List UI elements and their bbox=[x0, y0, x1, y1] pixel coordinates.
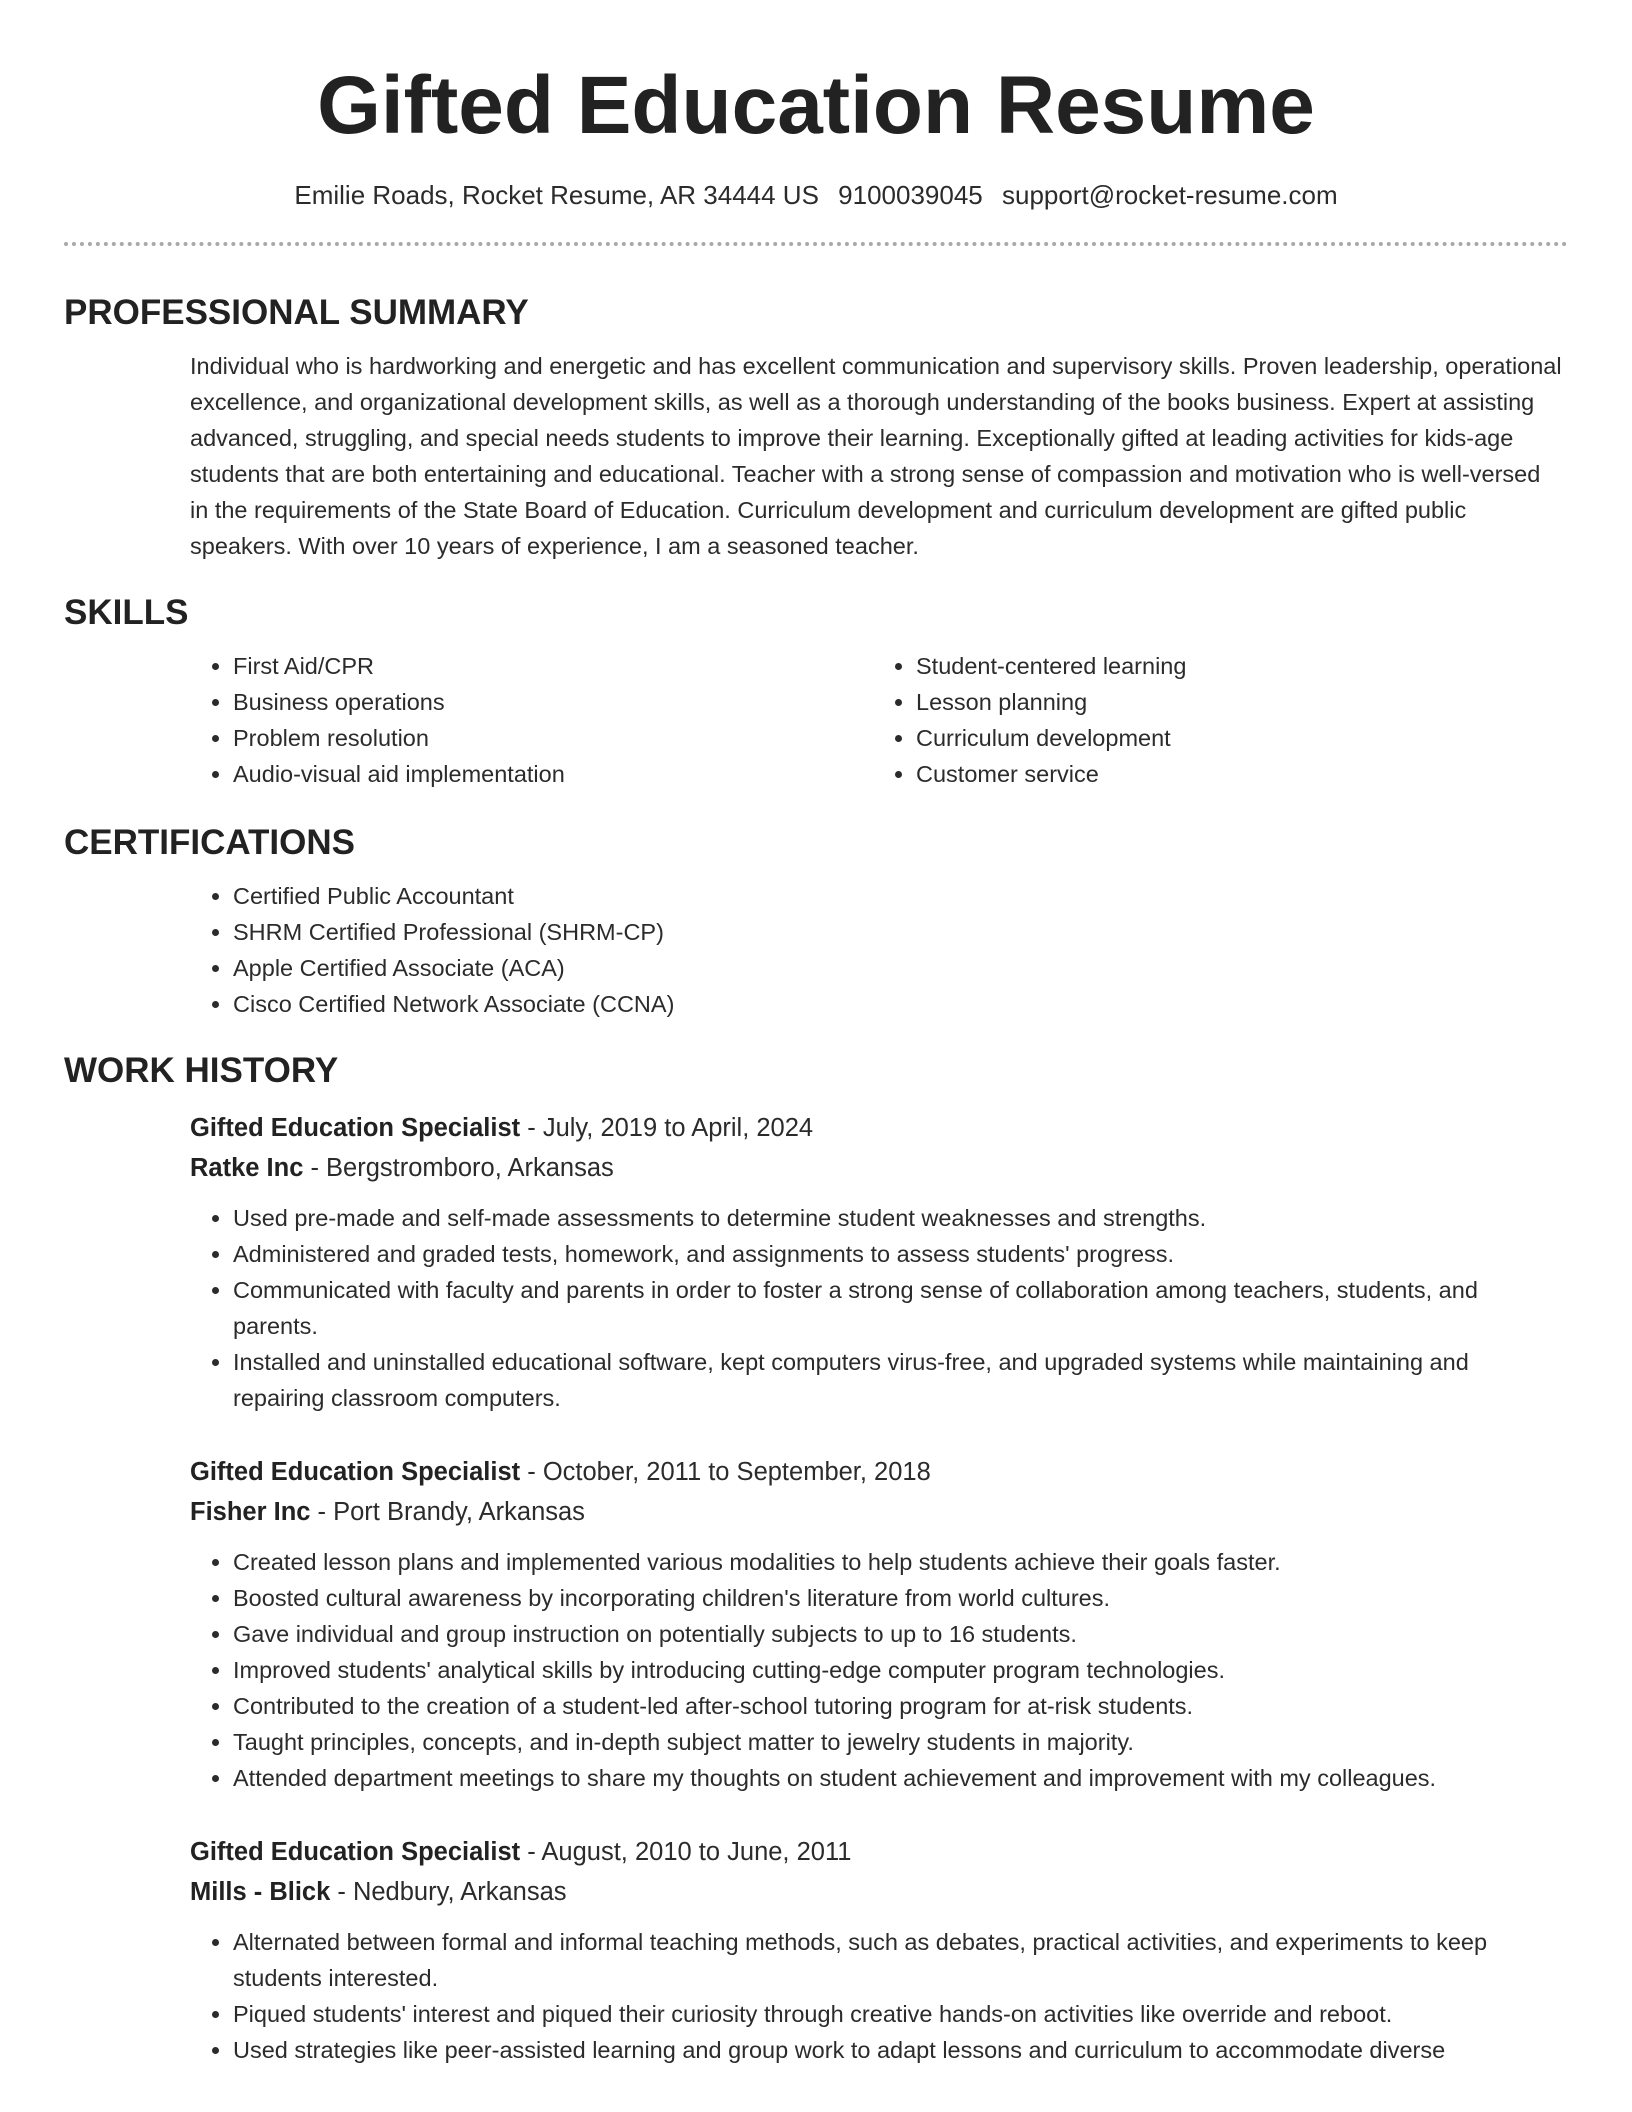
summary-section bbox=[64, 292, 1568, 564]
job-company-line bbox=[190, 1872, 1562, 1912]
certification-item: • SHRM Certified Professional (SHRM-CP) bbox=[233, 914, 1562, 950]
job-duty: • Used pre-made and self-made assessments to determine student weaknesses and strengths. bbox=[233, 1200, 1562, 1236]
job-duty: • Communicated with faculty and parents in order to foster a strong sense of collaboration among teachers, students, and parents. bbox=[233, 1272, 1562, 1344]
job-company-line bbox=[190, 1492, 1562, 1532]
header-divider bbox=[64, 242, 1568, 246]
skill-item: • Curriculum development bbox=[916, 720, 1562, 756]
job-duty: • Taught principles, concepts, and in-depth subject matter to jewelry students in majority. bbox=[233, 1724, 1562, 1760]
summary-text: Individual who is hardworking and energetic and has excellent communication and supervisory skills. Proven leadership, operational excellence, and organizational development skills, as well as a thorough understanding of the books business. Expert at assisting advanced, struggling, and special needs students to improve their learning. Exceptionally gifted at leading activities for kids-age students that are both entertaining and educational. Teacher with a strong sense of compassion and motivation who is well-versed in the requirements of the State Board of Education. Curriculum development and curriculum development are gifted public speakers. With over 10 years of experience, I am a seasoned teacher. bbox=[190, 353, 1562, 559]
job-duty: • Contributed to the creation of a student-led after-school tutoring program for at-risk students. bbox=[233, 1688, 1562, 1724]
skills-list-left bbox=[190, 648, 879, 792]
job-company: Ratke Inc bbox=[190, 1154, 304, 1182]
job-company-line bbox=[190, 1148, 1562, 1188]
job-location: - Bergstromboro, Arkansas bbox=[303, 1154, 614, 1182]
skills-section bbox=[64, 592, 1568, 792]
job-title-line bbox=[190, 1108, 1562, 1148]
job-entry bbox=[190, 1108, 1562, 1416]
job-duty: • Improved students' analytical skills by introducing cutting-edge computer program technologies. bbox=[233, 1652, 1562, 1688]
contact-address: Emilie Roads, Rocket Resume, AR 34444 US bbox=[294, 180, 819, 210]
job-duties-list bbox=[190, 1200, 1562, 1416]
skill-item: • Problem resolution bbox=[233, 720, 879, 756]
job-duties-list bbox=[190, 1544, 1562, 1796]
contact-phone: 9100039045 bbox=[838, 180, 983, 210]
contact-line bbox=[64, 178, 1568, 212]
work-history-heading: WORK HISTORY bbox=[64, 1051, 339, 1090]
skills-list-right bbox=[873, 648, 1562, 792]
certifications-section bbox=[64, 822, 1568, 1022]
job-location: - Nedbury, Arkansas bbox=[330, 1878, 567, 1906]
skill-item: • Lesson planning bbox=[916, 684, 1562, 720]
job-title-line bbox=[190, 1832, 1562, 1872]
job-company: Mills - Blick bbox=[190, 1878, 331, 1906]
skills-grid bbox=[190, 634, 1562, 792]
certification-item: • Cisco Certified Network Associate (CCNA) bbox=[233, 986, 1562, 1022]
job-title: Gifted Education Specialist bbox=[190, 1838, 521, 1866]
job-title: Gifted Education Specialist bbox=[190, 1458, 521, 1486]
job-title-line bbox=[190, 1452, 1562, 1492]
job-dates: - July, 2019 to April, 2024 bbox=[520, 1114, 814, 1142]
job-duty: • Created lesson plans and implemented various modalities to help students achieve their goals faster. bbox=[233, 1544, 1562, 1580]
resume-title: Gifted Education Resume bbox=[317, 60, 1315, 151]
skill-item: • Customer service bbox=[916, 756, 1562, 792]
job-duty: • Alternated between formal and informal teaching methods, such as debates, practical activities, and experiments to keep students interested. bbox=[233, 1924, 1562, 1996]
job-duty: • Attended department meetings to share my thoughts on student achievement and improvement with my colleagues. bbox=[233, 1760, 1562, 1796]
skill-item: • Business operations bbox=[233, 684, 879, 720]
job-entry bbox=[190, 1832, 1562, 2068]
job-location: - Port Brandy, Arkansas bbox=[310, 1498, 585, 1526]
certification-item: • Apple Certified Associate (ACA) bbox=[233, 950, 1562, 986]
job-dates: - August, 2010 to June, 2011 bbox=[520, 1838, 852, 1866]
job-duty: • Used strategies like peer-assisted learning and group work to adapt lessons and curriculum to accommodate diverse bbox=[233, 2032, 1562, 2068]
job-duties-list bbox=[190, 1924, 1562, 2068]
job-duty: • Installed and uninstalled educational software, kept computers virus-free, and upgraded systems while maintaining and repairing classroom computers. bbox=[233, 1344, 1562, 1416]
job-duty: • Boosted cultural awareness by incorporating children's literature from world cultures. bbox=[233, 1580, 1562, 1616]
certifications-heading: CERTIFICATIONS bbox=[64, 823, 356, 862]
job-dates: - October, 2011 to September, 2018 bbox=[520, 1458, 931, 1486]
skill-item: • Student-centered learning bbox=[916, 648, 1562, 684]
skill-item: • Audio-visual aid implementation bbox=[233, 756, 879, 792]
job-entry bbox=[190, 1452, 1562, 1796]
skill-item: • First Aid/CPR bbox=[233, 648, 879, 684]
certifications-list bbox=[190, 878, 1562, 1022]
contact-email: support@rocket-resume.com bbox=[1002, 180, 1338, 210]
job-duty: • Gave individual and group instruction on potentially subjects to up to 16 students. bbox=[233, 1616, 1562, 1652]
job-duty: • Piqued students' interest and piqued their curiosity through creative hands-on activities like override and reboot. bbox=[233, 1996, 1562, 2032]
job-duty: • Administered and graded tests, homework, and assignments to assess students' progress. bbox=[233, 1236, 1562, 1272]
job-title: Gifted Education Specialist bbox=[190, 1114, 521, 1142]
summary-heading: PROFESSIONAL SUMMARY bbox=[64, 293, 529, 332]
certification-item: • Certified Public Accountant bbox=[233, 878, 1562, 914]
job-company: Fisher Inc bbox=[190, 1498, 311, 1526]
work-history-section bbox=[64, 1050, 1568, 2068]
skills-heading: SKILLS bbox=[64, 593, 189, 632]
